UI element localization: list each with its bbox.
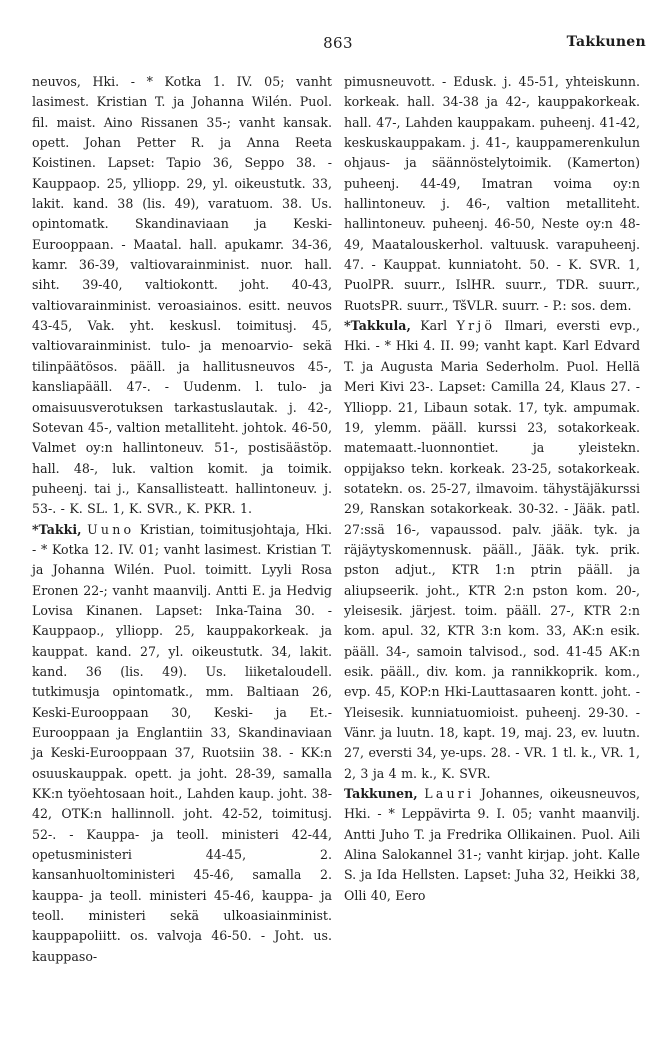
- entry-text: Johannes, oikeusneuvos, Hki. - * Leppävirta 9. I. 05; vanht maanvilj. Antti Juho T. ja Fredrika Ollikainen. Puol. Aili Alina Salokannel 31-; vanht kirjap. joht. Kalle S. ja Ida Hellsten. Lapset: Juha 32, Heikki 38, Olli 40, Eero: [344, 786, 641, 903]
- entry-surname: *Takki,: [32, 521, 82, 537]
- running-head: Takkunen: [566, 34, 646, 50]
- left-column: [32, 72, 332, 967]
- entry-text: neuvos, Hki. - * Kotka 1. IV. 05; vanht lasimest. Kristian T. ja Johanna Wilén. Puol. fil. maist. Aino Rissanen 35-; vanht kansak. opett. Johan Petter R. ja Anna Reeta Koistinen. Lapset: Tapio 36, Seppo 38. - Kauppaop. 25, ylliopp. 29, yl. oikeustutk. 33, lakit. kand. 38 (lis. 49), varatuom. 38. Us. opintomatk. Skandinaviaan ja Keski-Eurooppaan. - Maatal. hall. apukamr. 34-36, kamr. 36-39, valtiovarainminist. nuor. hall. siht. 39-40, valtiokontt. joht. 40-43, valtiovarainminist. veroasiainos. esitt. neuvos 43-45, Vak. yht. keskusl. toimitusj. 45, valtiovarainminist. tulo- ja menoarvio- sekä tilinpäätösos. pääll. ja hallitusneuvos 45-, kansliapääll. 47-. - Uudenm. l. tulo- ja omaisuusverotuksen tarkastuslautak. j. 42-, Sotevan 45-, valtion metalliteht. johtok. 46-50, Valmet oy:n hallintoneuv. 51-, postisäästöp. hall. 48-, luk. valtion komit. ja toimik. puheenj. tai j., Kansallisteatt. hallintoneuv. j. 53-. - K. SL. 1, K. SVR., K. PKR. 1.: [32, 74, 332, 517]
- entry-given-name: Yrjö: [456, 318, 496, 334]
- entry-surname: *Takkula,: [344, 318, 411, 334]
- entry-continued-text: [344, 72, 640, 316]
- entry-text: Ilmari, eversti evp., Hki. - * Hki 4. II. 99; vanht kapt. Karl Edvard T. ja Augusta Maria Sederholm. Puol. Hellä Meri Kivi 23-. Lapset: Camilla 24, Klaus 27. - Ylliopp. 21, Libaun sotak. 17, tyk. ampumak. 19, ylemm. pääll. kurssi 23, sotakorkeak. matemaatt.-luonnontiet. ja yleistekn. oppijakso tekn. korkeak. 23-25, sotakorkeak. sotatekn. os. 25-27, ilmavoim. tähystäjäkurssi 29, Ranskan sotakorkeak. 30-32. - Jääk. patl. 27:ssä 16-, vapaussod. palv. jääk. tyk. ja räjäytyskomennusk. pääll., Jääk. tyk. prik. pston adjut., KTR 1:n ptrin pääll. ja aliupseerik. joht., KTR 2:n pston kom. 20-, yleisesik. järjest. toim. pääll. 27-, KTR 2:n kom. apul. 32, KTR 3:n kom. 33, AK:n esik. pääll. 34-, samoin talvisod., sod. 41-45 AK:n esik. pääll., div. kom. ja rannikkoprik. kom., evp. 45, KOP:n Hki-Lauttasaaren kontt. joht. - Yleisesik. kunniatuomioist. puheenj. 29-30. - Vänr. ja luutn. 18, kapt. 19, maj. 23, ev. luutn. 27, eversti 34, ye-ups. 28. - VR. 1 tl. k., VR. 1, 2, 3 ja 4 m. k., K. SVR.: [344, 318, 641, 781]
- entry-text: Kristian, toimitusjohtaja, Hki. - * Kotka 12. IV. 01; vanht lasimest. Kristian T. ja Johanna Wilén. Puol. toimitt. Lyyli Rosa Eronen 22-; vanht maanvilj. Antti E. ja Hedvig Lovisa Kinanen. Lapset: Inka-Taina 30. - Kauppaop., ylliopp. 25, kauppakorkeak. ja kauppat. kand. 27, yl. oikeustutk. 34, lakit. kand. 36 (lis. 49). Us. liiketaloudell. tutkimusja opintomatk., mm. Baltiaan 26, Keski-Eurooppaan 30, Keski- ja Et.-Eurooppaan ja Englantiin 33, Skandinaviaan ja Keski-Eurooppaan 37, Ruotsiin 38. - KK:n osuuskauppak. opett. ja joht. 28-39, samalla KK:n työehtosaan hoit., Lahden kaup. joht. 38-42, OTK:n hallinnoll. joht. 42-52, toimitusj. 52-. - Kauppa- ja teoll. ministeri 42-44, opetusministeri 44-45, 2. kansanhuoltoministeri 45-46, samalla 2. kauppa- ja teoll. ministeri 45-46, kauppa- ja teoll. ministeri sekä ulkoasiainminist. kauppapoliitt. os. valvoja 46-50. - Joht. us. kauppaso-: [32, 521, 333, 964]
- entry-takkunen: [344, 784, 640, 906]
- right-column: [344, 72, 640, 906]
- page-header: [30, 34, 646, 58]
- entry-first-name: Karl: [420, 318, 448, 334]
- entry-takkula: [344, 316, 640, 784]
- page-number: 863: [323, 34, 353, 52]
- entry-surname: Takkunen,: [344, 786, 418, 802]
- entry-takki: [32, 520, 332, 968]
- entry-text: pimusneuvott. - Edusk. j. 45-51, yhteiskunn. korkeak. hall. 34-38 ja 42-, kauppakorkeak. hall. 47-, Lahden kauppakam. puheenj. 41-42, keskuskauppakam. j. 41-, kauppamerenkulun ohjaus- ja säännöstelytoimik. (Kamerton) puheenj. 44-49, Imatran voima oy:n hallintoneuv. j. 46-, valtion metalliteht. hallintoneuv. puheenj. 46-50, Neste oy:n 48-49, Maatalouskerhol. valtuusk. varapuheenj. 47. - Kauppat. kunniatoht. 50. - K. SVR. 1, PuolPR. suurr., IslHR. suurr., TDR. suurr., RuotsPR. suurr., TšVLR. suurr. - P.: sos. dem.: [344, 74, 640, 313]
- entry-continued-text: [32, 72, 332, 520]
- entry-given-name: Lauri: [424, 786, 475, 802]
- entry-given-name: Uuno: [87, 521, 135, 537]
